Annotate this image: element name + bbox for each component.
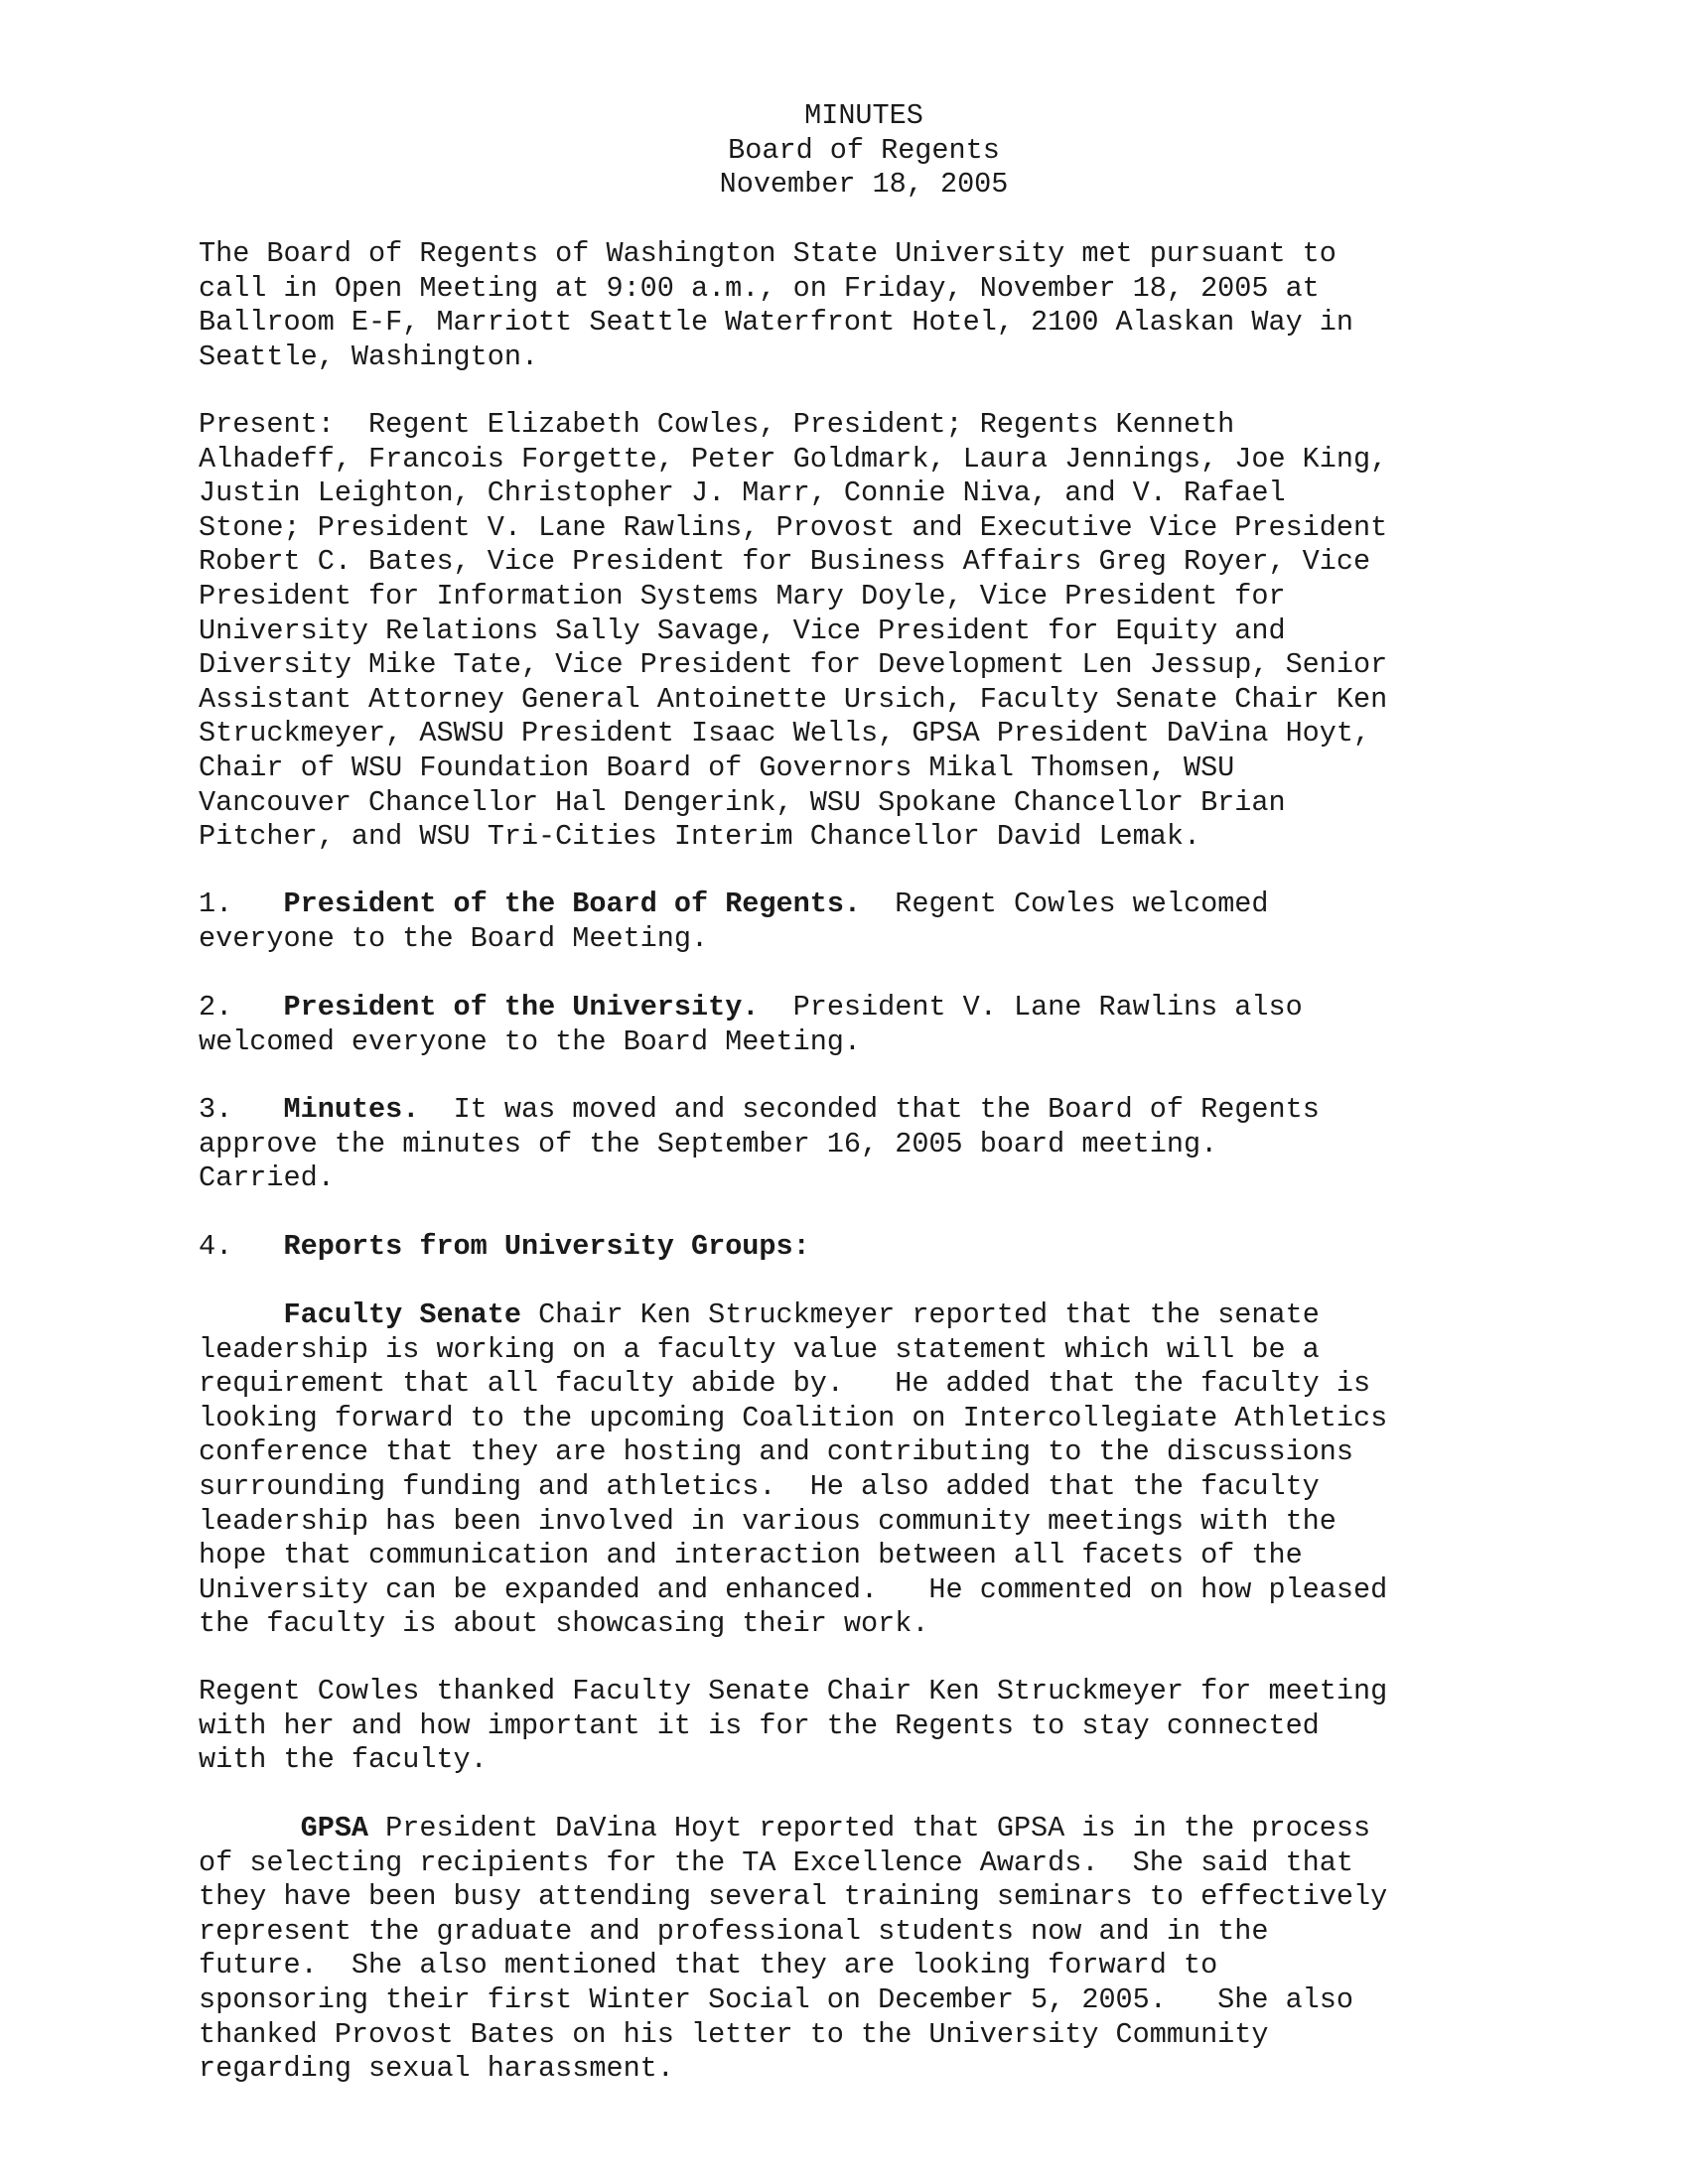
text-line: Vancouver Chancellor Hal Dengerink, WSU Spokane Chancellor Brian [199, 785, 1286, 819]
document-org: Board of Regents [728, 133, 1000, 167]
text-line: thanked Provost Bates on his letter to the University Community [199, 2017, 1269, 2051]
item-number: 1. [199, 887, 233, 920]
item-3 [199, 1093, 1529, 1196]
text-line: Robert C. Bates, Vice President for Business Affairs Greg Royer, Vice [199, 545, 1371, 579]
text-line: Justin Leighton, Christopher J. Marr, Connie Niva, and V. Rafael [199, 477, 1286, 510]
text-line: with the faculty. [199, 1743, 488, 1777]
cowles-paragraph [199, 1675, 1529, 1778]
item-number: 3. [199, 1093, 233, 1126]
document-header [0, 99, 1688, 203]
faculty-senate-lead: Faculty Senate [283, 1298, 521, 1331]
text-line: surrounding funding and athletics. He also added that the faculty [199, 1469, 1320, 1503]
item-heading: Reports from University Groups: [283, 1230, 810, 1263]
gpsa-lead: GPSA [300, 1812, 369, 1844]
text-line: Pitcher, and WSU Tri-Cities Interim Chancellor David Lemak. [199, 820, 1201, 854]
text-line: Present: Regent Elizabeth Cowles, President; Regents Kenneth [199, 408, 1235, 441]
text-line: The Board of Regents of Washington State University met pursuant to [199, 237, 1336, 270]
text-line: hope that communication and interaction between all facets of the [199, 1539, 1303, 1572]
item-heading: President of the University. [283, 991, 760, 1024]
text-line: Chair of WSU Foundation Board of Governors Mikal Thomsen, WSU [199, 751, 1235, 784]
text-line: Seattle, Washington. [199, 340, 539, 373]
text-line: represent the graduate and professional students now and in the [199, 1914, 1269, 1948]
text-line: Regent Cowles thanked Faculty Senate Chair Ken Struckmeyer for meeting [199, 1675, 1388, 1707]
text-line: approve the minutes of the September 16, 2005 board meeting. [199, 1127, 1218, 1160]
text-line: they have been busy attending several training seminars to effectively [199, 1880, 1388, 1914]
text-line: leadership has been involved in various community meetings with the [199, 1504, 1336, 1538]
item-heading: President of the Board of Regents. [283, 887, 862, 920]
item-text: It was moved and seconded that the Board of Regents [419, 1093, 1320, 1126]
text-line: welcomed everyone to the Board Meeting. [199, 1024, 862, 1058]
text-line: of selecting recipients for the TA Excellence Awards. She said that [199, 1845, 1353, 1879]
text-line: President for Information Systems Mary Doyle, Vice President for [199, 579, 1286, 613]
item-number: 2. [199, 991, 233, 1024]
gpsa-paragraph [199, 1812, 1529, 2087]
text-line: regarding sexual harassment. [199, 2052, 674, 2086]
item-4 [199, 1230, 1529, 1265]
intro-paragraph [199, 237, 1529, 374]
item-text: President V. Lane Rawlins also [759, 991, 1303, 1024]
text-line: sponsoring their first Winter Social on December 5, 2005. She also [199, 1982, 1353, 2016]
item-heading: Minutes. [283, 1093, 420, 1126]
text-line: leadership is working on a faculty value statement which will be a [199, 1332, 1320, 1366]
text-line: everyone to the Board Meeting. [199, 921, 709, 955]
text-line: Struckmeyer, ASWSU President Isaac Wells, GPSA President DaVina Hoyt, [199, 717, 1371, 751]
faculty-senate-paragraph [199, 1298, 1529, 1642]
text-line: Chair Ken Struckmeyer reported that the senate [520, 1298, 1320, 1331]
text-line: call in Open Meeting at 9:00 a.m., on Friday, November 18, 2005 at [199, 271, 1320, 305]
text-line: University Relations Sally Savage, Vice President for Equity and [199, 614, 1286, 647]
text-line: the faculty is about showcasing their work. [199, 1607, 929, 1641]
present-paragraph [199, 408, 1529, 855]
text-line: looking forward to the upcoming Coalition on Intercollegiate Athletics [199, 1401, 1388, 1434]
text-line: Assistant Attorney General Antoinette Ursich, Faculty Senate Chair Ken [199, 682, 1388, 716]
item-text: Regent Cowles welcomed [861, 887, 1269, 920]
text-line: conference that they are hosting and contributing to the discussions [199, 1435, 1353, 1469]
text-line: University can be expanded and enhanced. He commented on how pleased [199, 1572, 1388, 1606]
text-line: Diversity Mike Tate, Vice President for Development Len Jessup, Senior [199, 648, 1388, 682]
item-1 [199, 887, 1529, 956]
text-line: with her and how important it is for the Regents to stay connected [199, 1708, 1320, 1742]
text-line: Carried. [199, 1161, 335, 1195]
text-line: requirement that all faculty abide by. He added that the faculty is [199, 1367, 1371, 1401]
document-title: MINUTES [804, 99, 923, 132]
text-line: Stone; President V. Lane Rawlins, Provost and Executive Vice President [199, 510, 1388, 544]
text-line: Alhadeff, Francois Forgette, Peter Goldmark, Laura Jennings, Joe King, [199, 442, 1388, 476]
item-number: 4. [199, 1230, 233, 1263]
document-date: November 18, 2005 [719, 168, 1009, 202]
text-line: President DaVina Hoyt reported that GPSA is in the process [368, 1812, 1371, 1844]
item-2 [199, 991, 1529, 1059]
text-line: Ballroom E-F, Marriott Seattle Waterfront Hotel, 2100 Alaskan Way in [199, 306, 1353, 340]
text-line: future. She also mentioned that they are looking forward to [199, 1949, 1218, 1982]
